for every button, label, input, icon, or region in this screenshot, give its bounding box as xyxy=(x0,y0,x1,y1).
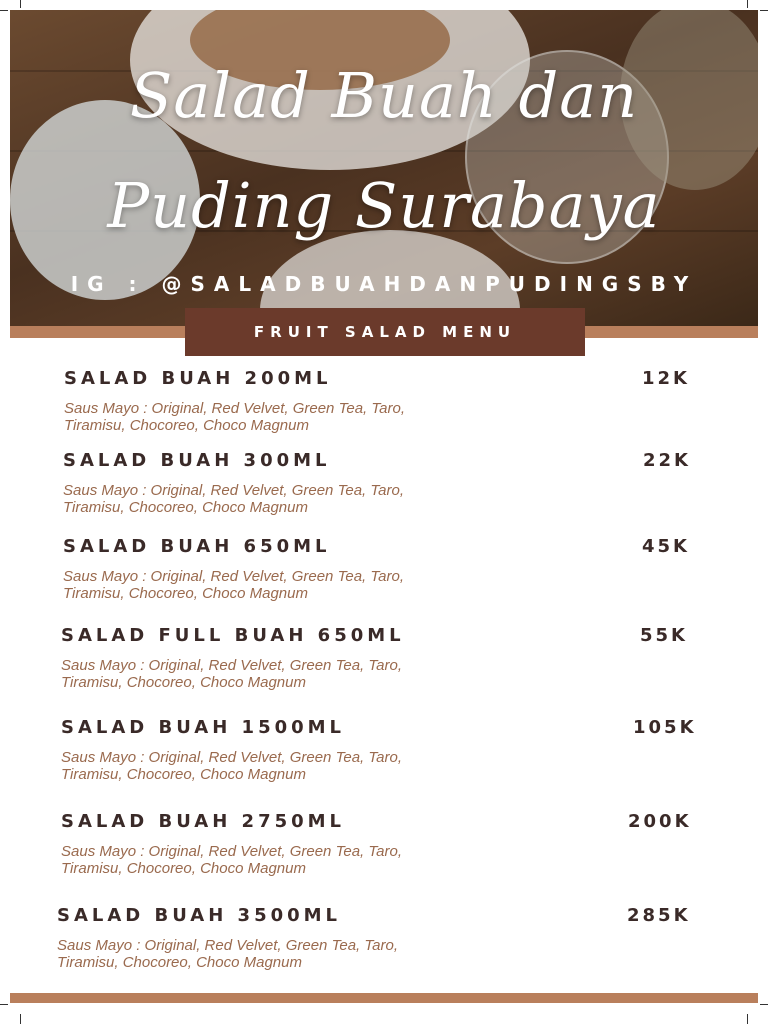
description-line: Saus Mayo : Original, Red Velvet, Green Tea, Taro, xyxy=(61,843,403,860)
crop-mark-left-bottom xyxy=(0,1004,8,1005)
item-price: 45K xyxy=(642,536,690,557)
item-description xyxy=(63,482,463,516)
crop-mark-right-top xyxy=(760,10,768,11)
item-description xyxy=(61,657,461,691)
item-price: 22K xyxy=(643,450,691,471)
item-price: 55K xyxy=(640,625,688,646)
description-line: Saus Mayo : Original, Red Velvet, Green Tea, Taro, xyxy=(61,749,403,766)
item-name: SALAD FULL BUAH 650ML xyxy=(61,625,405,646)
description-line: Saus Mayo : Original, Red Velvet, Green Tea, Taro, xyxy=(63,482,405,499)
crop-mark-bottom-right xyxy=(747,1014,748,1024)
item-name: SALAD BUAH 650ML xyxy=(63,536,331,557)
description-line: Tiramisu, Chocoreo, Choco Magnum xyxy=(64,417,309,434)
item-name: SALAD BUAH 2750ML xyxy=(61,811,346,832)
item-name: SALAD BUAH 300ML xyxy=(63,450,331,471)
title-line-1: Salad Buah dan xyxy=(129,59,639,132)
description-line: Saus Mayo : Original, Red Velvet, Green Tea, Taro, xyxy=(61,657,403,674)
crop-mark-top-right xyxy=(747,0,748,8)
item-description xyxy=(61,749,461,783)
item-description xyxy=(61,843,461,877)
accent-band-bottom xyxy=(10,993,758,1003)
instagram-handle: IG : @SALADBUAHDANPUDINGSBY xyxy=(70,272,698,296)
item-price: 12K xyxy=(642,368,690,389)
description-line: Saus Mayo : Original, Red Velvet, Green Tea, Taro, xyxy=(64,400,406,417)
description-line: Tiramisu, Chocoreo, Choco Magnum xyxy=(57,954,302,971)
item-description xyxy=(57,937,457,971)
crop-mark-top-left xyxy=(20,0,21,8)
description-line: Saus Mayo : Original, Red Velvet, Green Tea, Taro, xyxy=(63,568,405,585)
menu-section-banner: FRUIT SALAD MENU xyxy=(185,308,585,356)
item-description xyxy=(64,400,464,434)
description-line: Saus Mayo : Original, Red Velvet, Green Tea, Taro, xyxy=(57,937,399,954)
item-description xyxy=(63,568,463,602)
description-line: Tiramisu, Chocoreo, Choco Magnum xyxy=(61,860,306,877)
description-line: Tiramisu, Chocoreo, Choco Magnum xyxy=(63,499,308,516)
item-name: SALAD BUAH 1500ML xyxy=(61,717,346,738)
item-name: SALAD BUAH 200ML xyxy=(64,368,332,389)
description-line: Tiramisu, Chocoreo, Choco Magnum xyxy=(61,766,306,783)
item-name: SALAD BUAH 3500ML xyxy=(57,905,342,926)
crop-mark-right-bottom xyxy=(760,1004,768,1005)
crop-mark-bottom-left xyxy=(20,1014,21,1024)
header-photo xyxy=(10,10,758,328)
description-line: Tiramisu, Chocoreo, Choco Magnum xyxy=(61,674,306,691)
item-price: 285K xyxy=(627,905,691,926)
description-line: Tiramisu, Chocoreo, Choco Magnum xyxy=(63,585,308,602)
item-price: 105K xyxy=(633,717,697,738)
crop-mark-left-top xyxy=(0,10,8,11)
item-price: 200K xyxy=(628,811,692,832)
title-line-2: Puding Surabaya xyxy=(107,169,661,242)
